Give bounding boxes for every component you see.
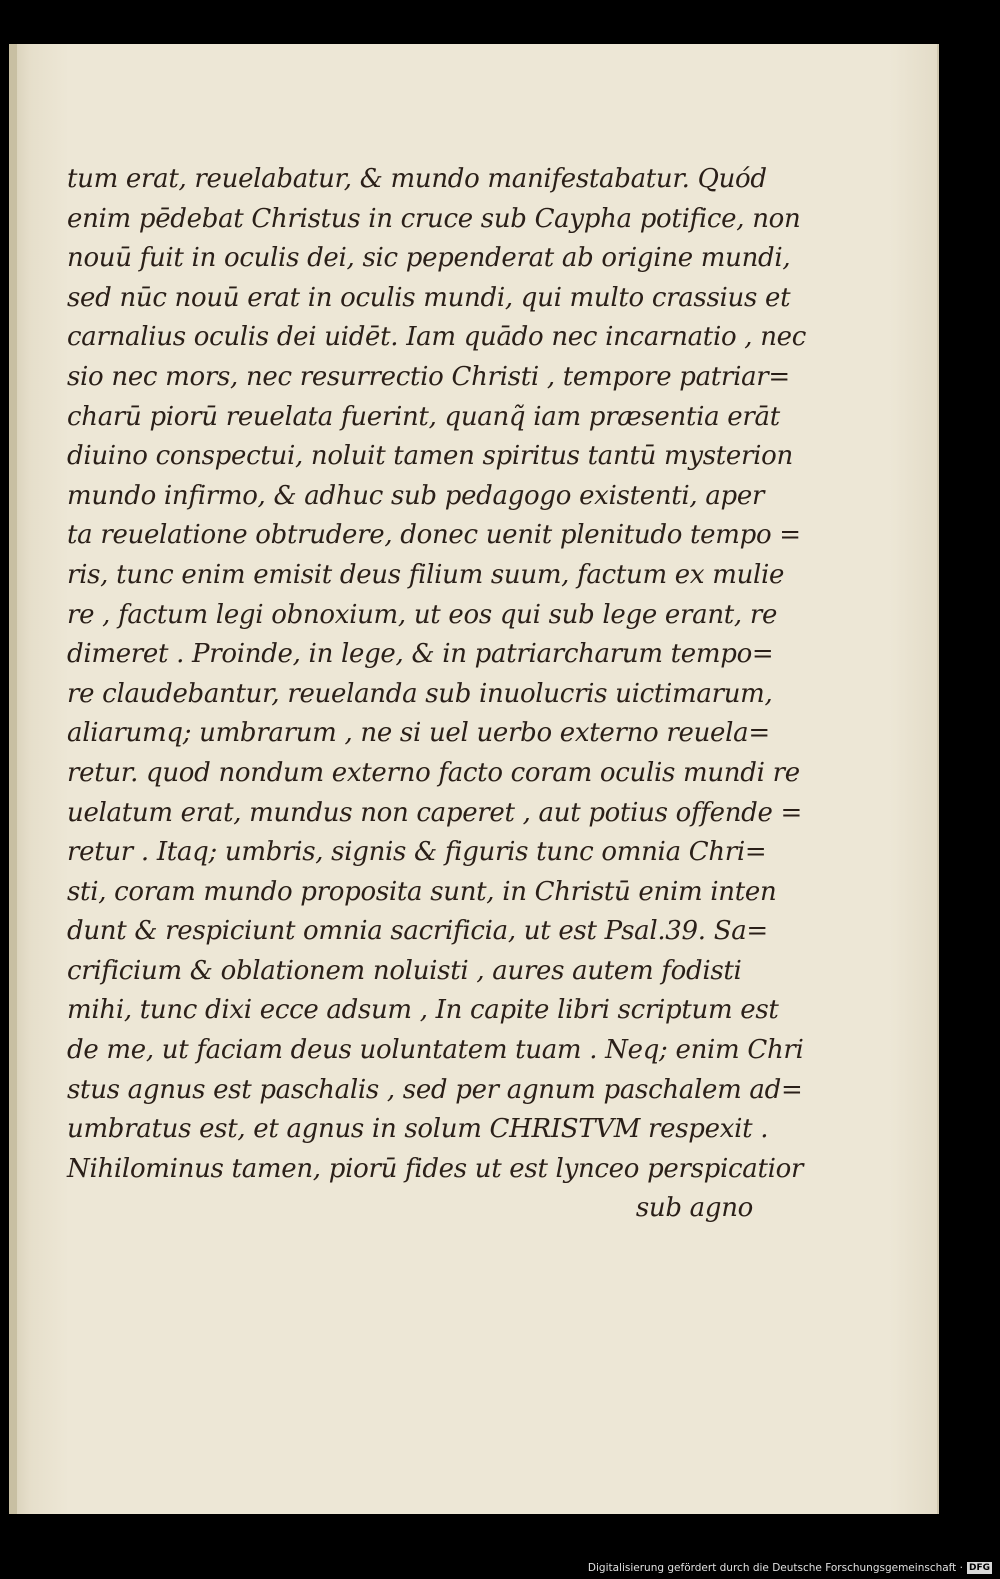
text-line: retur . Itaq; umbris, signis & figuris tunc omnia Chri= [67, 837, 767, 868]
text-line: umbratus est, et agnus in solum CHRISTVM respexit . [67, 1114, 769, 1145]
text-line: dunt & respiciunt omnia sacrificia, ut est Psal.39. Sa= [67, 916, 768, 947]
text-line: sio nec mors, nec resurrectio Christi , tempore patriar= [67, 361, 790, 392]
text-line: carnalius oculis dei uidēt. Iam quādo nec incarnatio , nec [67, 322, 807, 353]
dfg-logo: DFG [968, 1563, 990, 1573]
text-line: crificium & oblationem noluisti , aures autem fodisti [67, 955, 742, 986]
text-line: ris, tunc enim emisit deus filium suum, factum ex mulie [67, 559, 785, 590]
text-line: enim pēdebat Christus in cruce sub Caypha potifice, non [67, 203, 801, 234]
text-line: re , factum legi obnoxium, ut eos qui sub lege erant, re [67, 599, 778, 630]
text-line: sti, coram mundo proposita sunt, in Christū enim inten [67, 876, 777, 907]
text-line: tum erat, reuelabatur, & mundo manifestabatur. Quód [67, 164, 767, 194]
text-line: aliarumq; umbrarum , ne si uel uerbo externo reuela= [67, 718, 770, 749]
text-line: retur. quod nondum externo facto coram oculis mundi re [67, 757, 800, 788]
text-line: de me, ut faciam deus uoluntatem tuam . Neq; enim Chri [67, 1035, 804, 1066]
text-line: mihi, tunc dixi ecce adsum , In capite libri scriptum est [67, 995, 779, 1026]
text-line: sed nūc nouū erat in oculis mundi, qui multo crassius et [67, 282, 791, 313]
text-line: stus agnus est paschalis , sed per agnum paschalem ad= [67, 1074, 803, 1105]
text-line: dimeret . Proinde, in lege, & in patriarcharum tempo= [67, 639, 774, 670]
page-binding-edge [9, 44, 17, 1514]
funding-note: Digitalisierung gefördert durch die Deutsche Forschungsgemeinschaft · [587, 1562, 963, 1574]
text-line: mundo infirmo, & adhuc sub pedagogo existenti, aper [67, 480, 765, 511]
text-line: diuino conspectui, noluit tamen spiritus tantū mysterion [67, 441, 793, 472]
text-line: re claudebantur, reuelanda sub inuolucris uictimarum, [67, 678, 773, 709]
text-line: nouū fuit in oculis dei, sic pependerat ab origine mundi, [67, 243, 791, 274]
text-line: Nihilominus tamen, piorū fides ut est lynceo perspicatior [67, 1153, 804, 1184]
catchword: sub agno [635, 1193, 753, 1224]
text-line: uelatum erat, mundus non caperet , aut potius offende = [67, 797, 803, 828]
book-page [9, 44, 939, 1514]
text-block [67, 160, 807, 1229]
funding-footer [588, 1561, 992, 1575]
text-line: charū piorū reuelata fuerint, quanq̃ iam præsentia erāt [67, 401, 780, 432]
text-line: ta reuelatione obtrudere, donec uenit plenitudo tempo = [67, 520, 801, 551]
